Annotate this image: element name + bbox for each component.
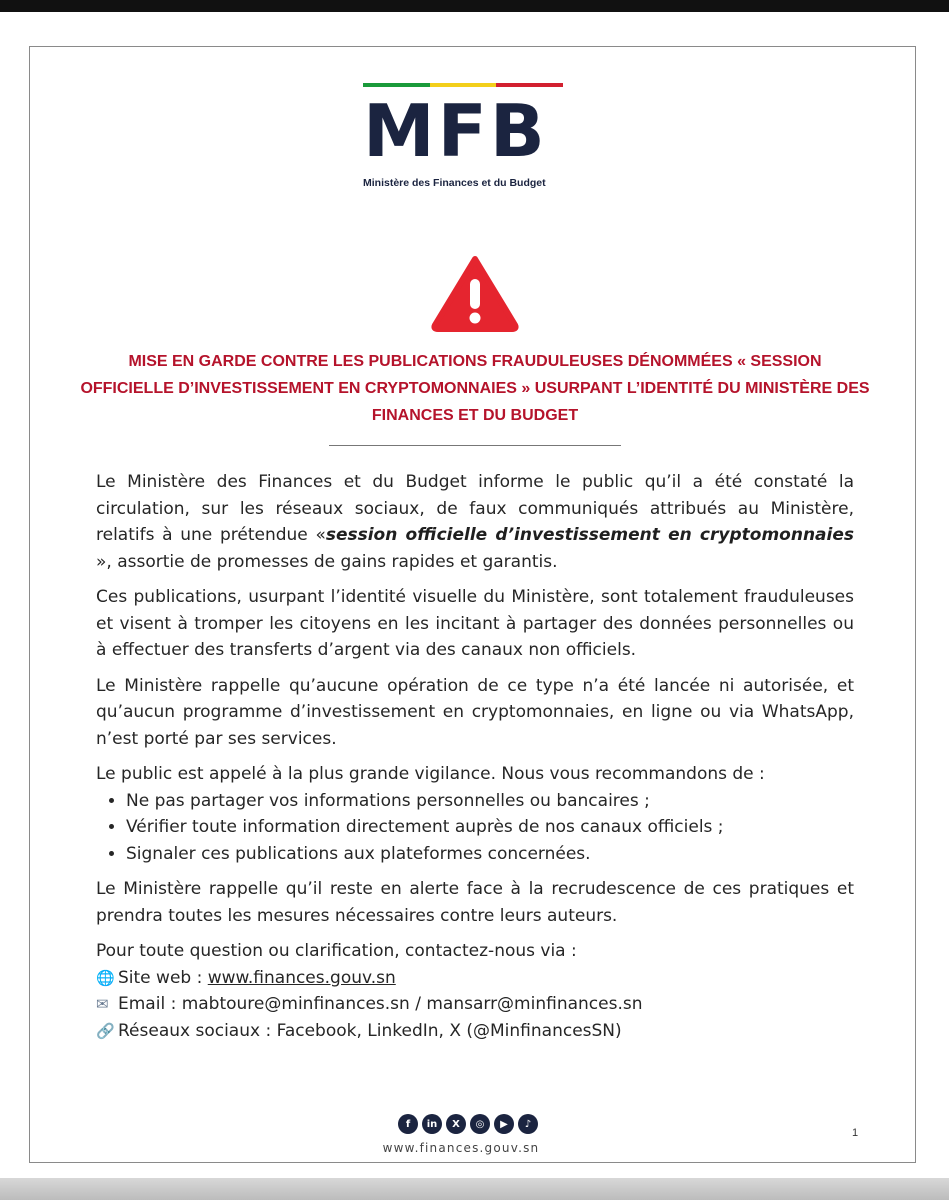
instagram-icon[interactable]: ◎ [470,1114,490,1134]
website-link[interactable]: www.finances.gouv.sn [207,967,396,988]
paragraph-3: Le Ministère rappelle qu’aucune opération de ce type n’a été lancée ni autorisée, et qu’aucun programme d’investissement en cryptomonnaies, en ligne ou via WhatsApp, n’est porté par ses services. [96,675,854,749]
paragraph-5: Le Ministère rappelle qu’il reste en alerte face à la recrudescence de ces pratiques et prendra toutes les mesures nécessaires contre leurs auteurs. [96,879,854,926]
footer-social-icons [398,1114,538,1136]
flag-red [496,83,563,87]
bottom-bar [0,1178,949,1200]
logo-mark: MFB [363,89,548,173]
contact-website: 🌐 Site web : www.finances.gouv.sn [96,965,854,992]
globe-icon: 🌐 [96,968,115,987]
tiktok-icon[interactable]: ♪ [518,1114,538,1134]
highlight-phrase: session officielle d’investissement en cryptomonnaies [325,525,854,545]
link-icon: 🔗 [96,1021,115,1040]
contact-email [96,991,854,1018]
social-text: Réseaux sociaux : Facebook, LinkedIn, X (@MinfinancesSN) [118,1020,622,1041]
facebook-icon[interactable]: f [398,1114,418,1134]
envelope-icon: ✉ [96,995,109,1013]
paragraph-1: Le Ministère des Finances et du Budget informe le public qu’il a été constaté la circulation, sur les réseaux sociaux, de faux communiqués attribués au Ministère, relatifs à une prétendue «session officielle d’investissement en cryptomonnaies », assortie de promesses de gains rapides et garantis. [96,472,854,572]
paragraph-2: Ces publications, usurpant l’identité visuelle du Ministère, sont totalement frauduleuses et visent à tromper les citoyens en les incitant à partager des données personnelles ou à effectuer des transferts d’argent via des canaux non officiels. [96,587,854,660]
document-title: MISE EN GARDE CONTRE LES PUBLICATIONS FRAUDULEUSES DÉNOMMÉES « SESSION OFFICIELLE D’INVESTISSEMENT EN CRYPTOMONNAIES » USURPANT L’IDENTITÉ DU MINISTÈRE DES FINANCES ET DU BUDGET [80,353,870,424]
email-text: Email : mabtoure@minfinances.sn / mansarr@minfinances.sn [118,994,643,1014]
paragraph-4: Le public est appelé à la plus grande vigilance. Nous vous recommandons de : [96,764,765,784]
top-bar [0,0,949,12]
page-number: 1 [852,1127,859,1139]
document-body [96,469,854,1044]
youtube-icon[interactable]: ▶ [494,1114,514,1134]
flag-green [363,83,430,87]
list-item: • Signaler ces publications aux plateformes concernées. [126,841,854,868]
recommendation-list [96,788,854,868]
document-page [29,46,916,1163]
footer-url: www.finances.gouv.sn [382,1141,540,1155]
title-divider [329,445,621,446]
contact-social [96,1018,854,1045]
list-item: • Ne pas partager vos informations personnelles ou bancaires ; [126,788,854,815]
mfb-logo [363,83,568,199]
x-icon[interactable]: X [446,1114,466,1134]
warning-triangle-icon [429,253,521,333]
logo-subtitle: Ministère des Finances et du Budget [363,177,546,189]
flag-stripe [363,83,563,87]
flag-yellow [430,83,497,87]
contact-intro: Pour toute question ou clarification, contactez-nous via : [96,941,577,961]
linkedin-icon[interactable]: in [422,1114,442,1134]
list-item: • Vérifier toute information directement auprès de nos canaux officiels ; [126,814,854,841]
